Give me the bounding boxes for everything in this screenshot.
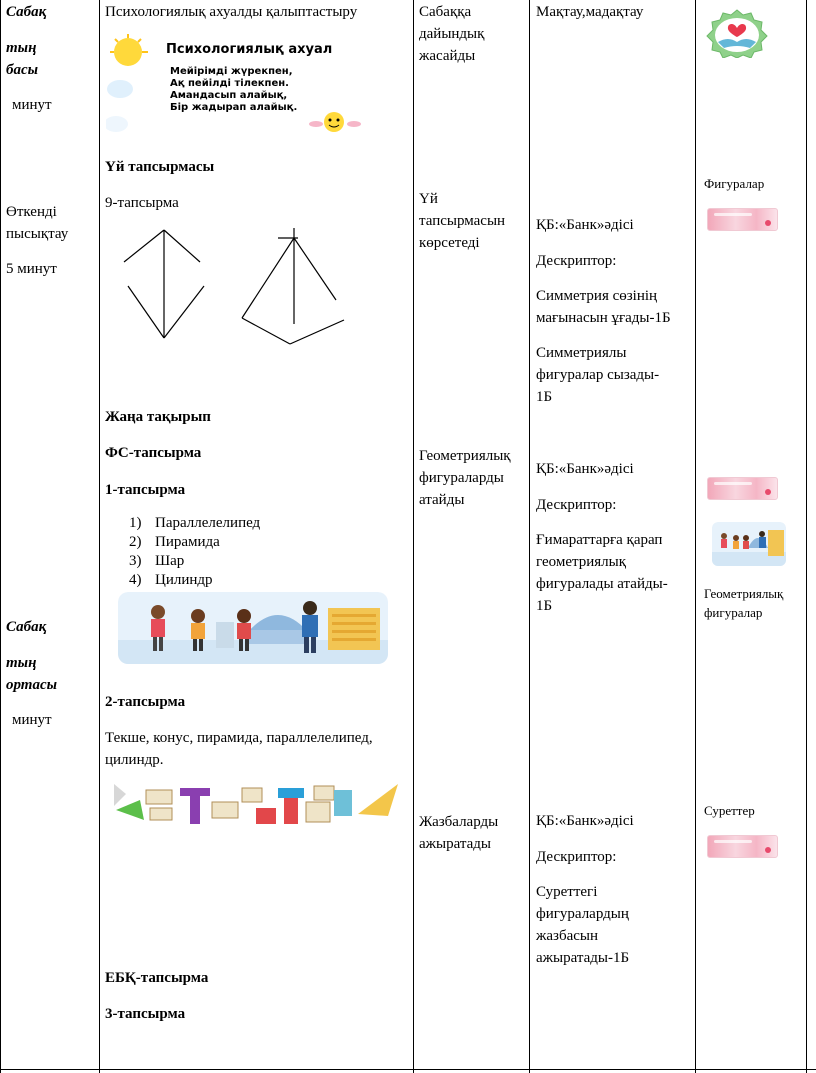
descriptor-item: ажыратады-1Б <box>536 950 630 966</box>
stage-start-label: басы <box>6 62 39 78</box>
stage-middle-label: Сабақ <box>6 619 47 635</box>
assessment-method: ҚБ:«Банк»әдісі <box>536 813 634 829</box>
descriptor-item: геометриялық <box>536 554 626 570</box>
handshake-heart-icon <box>704 8 770 58</box>
descriptor-item: мағынасын ұғады-1Б <box>536 310 671 326</box>
bank-card-image <box>707 477 778 500</box>
psych-image-line: Мейірімді жүрекпен, <box>170 66 293 77</box>
stage-start-label: Сабақ <box>6 4 47 20</box>
stage-start-label: тың <box>6 40 37 56</box>
geometry-names-label: фигураларды <box>419 470 504 486</box>
new-topic-heading: Жаңа тақырып <box>105 409 211 425</box>
column-divider <box>99 0 100 1073</box>
table-border-right <box>806 0 807 1073</box>
table-border-bottom <box>0 1069 816 1070</box>
list-item: Цилиндр <box>155 572 213 588</box>
ready-label: жасайды <box>419 48 476 64</box>
pictures-resource-label: Суреттер <box>704 803 755 818</box>
ebk-task-heading: ЕБҚ-тапсырма <box>105 970 209 986</box>
review-label: пысықтау <box>6 226 69 242</box>
descriptor-item: Суреттегі <box>536 884 598 900</box>
task-2-text: цилиндр. <box>105 752 164 768</box>
geometry-figures-resource-label: фигуралар <box>704 605 763 620</box>
task-1-heading: 1-тапсырма <box>105 482 186 498</box>
stage-middle-label: ортасы <box>6 677 58 693</box>
descriptor-item: 1Б <box>536 389 553 405</box>
fs-task-heading: ФС-тапсырма <box>105 445 202 461</box>
descriptor-item: фигуралар сызады- <box>536 367 660 383</box>
homework-show-label: Үй <box>419 191 438 207</box>
geometric-shapes-strip <box>110 780 402 826</box>
descriptor-label: Дескриптор: <box>536 253 617 269</box>
stage-middle-label: тың <box>6 655 37 671</box>
table-border-left <box>0 0 1 1073</box>
psych-atmosphere-title: Психологиялық ахуалды қалыптастыру <box>105 4 358 20</box>
notes-label: ажыратады <box>419 836 491 852</box>
list-number: 2) <box>129 534 142 550</box>
descriptor-item: Ғимараттарға қарап <box>536 532 663 548</box>
psych-image-line: Амандасып алайық, <box>170 90 288 101</box>
task-2-text: Текше, конус, пирамида, параллелелипед, <box>105 730 373 746</box>
bank-card-image <box>707 208 778 231</box>
review-minutes: 5 минут <box>6 261 57 277</box>
psych-atmosphere-image <box>106 34 376 134</box>
geometry-buildings-thumbnail <box>712 522 786 566</box>
review-label: Өткенді <box>6 204 57 220</box>
descriptor-label: Дескриптор: <box>536 849 617 865</box>
descriptor-label: Дескриптор: <box>536 497 617 513</box>
task-3-heading: 3-тапсырма <box>105 1006 186 1022</box>
task-2-heading: 2-тапсырма <box>105 694 186 710</box>
column-divider <box>529 0 530 1073</box>
children-buildings-illustration <box>118 592 388 664</box>
list-item: Шар <box>155 553 185 569</box>
list-number: 3) <box>129 553 142 569</box>
descriptor-item: фигуралардың <box>536 906 629 922</box>
stage-middle-minutes: минут <box>12 712 52 728</box>
figures-resource-label: Фигуралар <box>704 176 765 191</box>
task-9-label: 9-тапсырма <box>105 195 179 211</box>
ready-label: дайындық <box>419 26 485 42</box>
homework-show-label: тапсырмасын <box>419 213 506 229</box>
stage-start-minutes: минут <box>12 97 52 113</box>
descriptor-item: 1Б <box>536 598 553 614</box>
psych-image-title: Психологиялық ахуал <box>166 42 333 57</box>
geometry-names-label: атайды <box>419 492 465 508</box>
descriptor-item: Симметрия сөзінің <box>536 288 658 304</box>
descriptor-item: Симметриялы <box>536 345 627 361</box>
homework-show-label: көрсетеді <box>419 235 480 251</box>
bank-card-image <box>707 835 778 858</box>
column-divider <box>695 0 696 1073</box>
list-item: Параллелелипед <box>155 515 261 531</box>
symmetry-drawing <box>118 224 350 348</box>
assessment-method: ҚБ:«Банк»әдісі <box>536 461 634 477</box>
descriptor-item: жазбасын <box>536 928 598 944</box>
geometry-figures-resource-label: Геометриялық <box>704 586 784 601</box>
ready-label: Сабаққа <box>419 4 472 20</box>
homework-heading: Үй тапсырмасы <box>105 159 215 175</box>
geometry-names-label: Геометриялық <box>419 448 511 464</box>
column-divider <box>413 0 414 1073</box>
psych-image-line: Бір жадырап алайық. <box>170 102 298 113</box>
praise-label: Мақтау,мадақтау <box>536 4 644 20</box>
descriptor-item: фигуралады атайды- <box>536 576 668 592</box>
psych-image-line: Ақ пейілді тілекпен. <box>170 78 289 89</box>
list-item: Пирамида <box>155 534 220 550</box>
notes-label: Жазбаларды <box>419 814 499 830</box>
assessment-method: ҚБ:«Банк»әдісі <box>536 217 634 233</box>
list-number: 4) <box>129 572 142 588</box>
list-number: 1) <box>129 515 142 531</box>
